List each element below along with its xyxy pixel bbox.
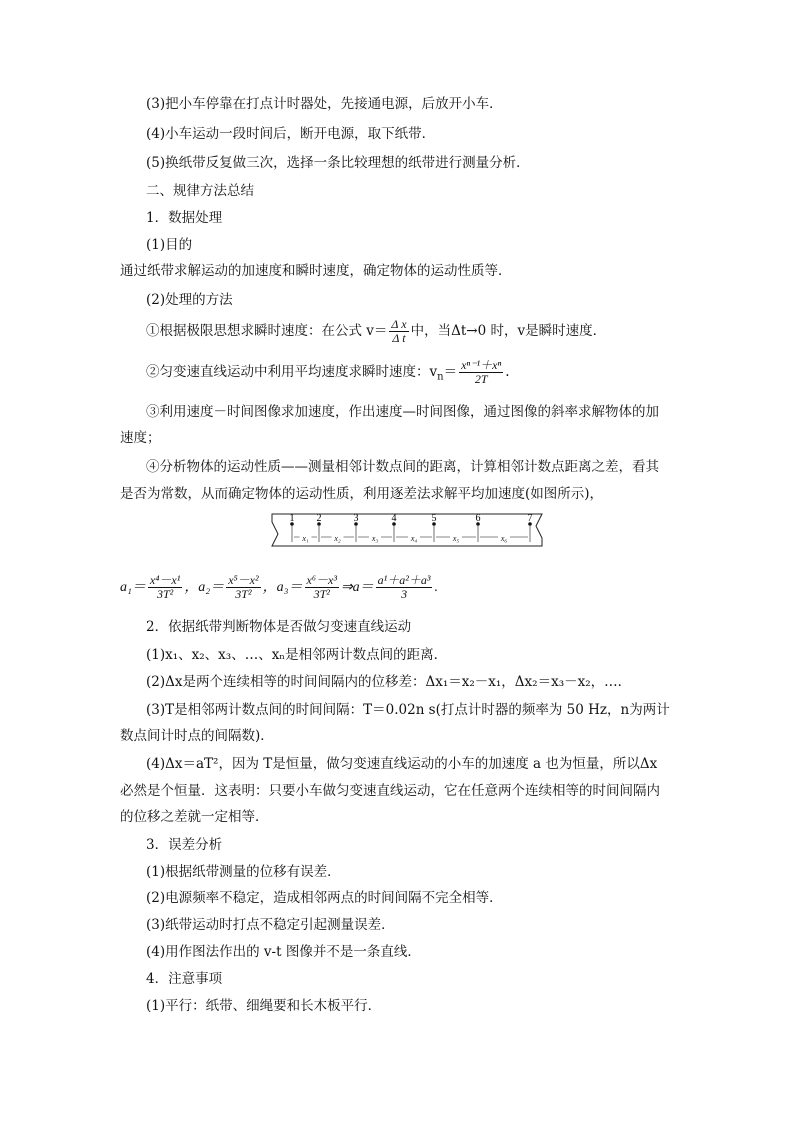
section-heading: 二、规律方法总结 bbox=[146, 183, 254, 199]
tape-point-label: 2 bbox=[316, 513, 322, 524]
tape-point-label: 4 bbox=[391, 513, 397, 524]
text-line: (3)把小车停靠在打点计时器处，先接通电源，后放开小车． bbox=[146, 96, 503, 112]
subsection-heading: 1．数据处理 bbox=[146, 210, 223, 226]
tape-segment-label: x₁ bbox=[302, 534, 309, 543]
formula-text: . bbox=[505, 364, 510, 380]
formula-text: ⇒a＝ bbox=[340, 580, 374, 595]
tape-segment-label: x₃ bbox=[371, 534, 379, 543]
subsection-heading: 4．注意事项 bbox=[146, 971, 223, 987]
fraction-numerator: x⁵－x² bbox=[228, 573, 259, 587]
text-line: (1)x₁、x₂、x₃、…、xₙ是相邻两计数点间的距离． bbox=[146, 647, 448, 663]
tape-point-label: 6 bbox=[475, 513, 481, 524]
text-line: (4)小车运动一段时间后，断开电源，取下纸带． bbox=[146, 126, 436, 142]
subscript: n bbox=[437, 371, 444, 383]
text-line: (2)电源频率不稳定，造成相邻两点的时间间隔不完全相等． bbox=[146, 890, 503, 906]
text-line: (1)目的 bbox=[146, 237, 193, 253]
paper-tape-figure bbox=[268, 512, 550, 562]
fraction-numerator: Δ x bbox=[391, 317, 407, 331]
fraction-denominator: 3T² bbox=[235, 587, 252, 601]
subsection-heading: 2．依据纸带判断物体是否做匀变速直线运动 bbox=[146, 619, 412, 635]
fraction-denominator: 3T² bbox=[156, 587, 174, 601]
text-line: ③利用速度－时间图像求加速度，作出速度—时间图像，通过图像的斜率求解物体的加 bbox=[146, 404, 659, 420]
formula-text: ＝ bbox=[443, 364, 458, 380]
tape-segment-label: x₆ bbox=[500, 534, 508, 543]
tape-point-label: 3 bbox=[353, 513, 359, 524]
fraction-numerator: x⁶－x³ bbox=[306, 573, 337, 587]
text-line: (5)换纸带反复做三次，选择一条比较理想的纸带进行测量分析． bbox=[146, 155, 530, 171]
text-line: (1)根据纸带测量的位移有误差． bbox=[146, 864, 341, 880]
tape-segment-label: x₄ bbox=[410, 534, 418, 543]
formula-text: ②匀变速直线运动中利用平均速度求瞬时速度：v bbox=[146, 364, 438, 380]
text-line: (4)Δx＝aT²，因为 T是恒量，做匀变速直线运动的小车的加速度 a 也为恒量，所以Δx bbox=[146, 756, 658, 772]
fraction-denominator: 2T bbox=[474, 372, 488, 386]
formula-line bbox=[146, 318, 606, 345]
fraction bbox=[226, 574, 260, 601]
fraction-denominator: 3 bbox=[401, 587, 408, 601]
formula-text: 中，当Δt→0 时，v是瞬时速度． bbox=[410, 323, 607, 339]
fraction-denominator: 3T² bbox=[313, 587, 330, 601]
fraction-numerator: x⁴－x¹ bbox=[149, 573, 181, 587]
tape-point-label: 5 bbox=[431, 513, 437, 524]
tape-segment-label: x₅ bbox=[452, 534, 460, 543]
text-line: 必然是个恒量．这表明：只要小车做匀变速直线运动，它在任意两个连续相等的时间间隔内 bbox=[120, 783, 660, 799]
fraction-numerator: xⁿ⁻¹＋xⁿ bbox=[461, 358, 502, 372]
fraction-denominator: Δ t bbox=[392, 331, 406, 345]
formula-line bbox=[120, 574, 438, 601]
formula-text: ，a₂＝ bbox=[184, 580, 225, 595]
fraction bbox=[389, 318, 408, 345]
fraction-numerator: a¹＋a²＋a³ bbox=[377, 573, 431, 587]
text-line: (1)平行：纸带、细绳要和长木板平行． bbox=[146, 998, 382, 1014]
tape-point-label: 7 bbox=[527, 513, 533, 524]
tape-segment-label: x₂ bbox=[334, 534, 341, 543]
fraction bbox=[305, 574, 339, 601]
text-line: (2)处理的方法 bbox=[146, 292, 233, 308]
text-line: (2)Δx是两个连续相等的时间间隔内的位移差：Δx₁＝x₂－x₁，Δx₂＝x₃－x₂，…． bbox=[146, 674, 632, 690]
text-line: (4)用作图法作出的 v-t 图像并不是一条直线． bbox=[146, 944, 421, 960]
tape-point-label: 1 bbox=[289, 513, 295, 524]
text-line: (3)T是相邻两计数点间的时间间隔：T＝0.02n s(打点计时器的频率为 50 Hz，n为两计 bbox=[146, 702, 670, 718]
text-line: 速度； bbox=[120, 430, 161, 446]
formula-text: . bbox=[434, 580, 438, 595]
subsection-heading: 3．误差分析 bbox=[146, 837, 223, 853]
text-line: 通过纸带求解运动的加速度和瞬时速度，确定物体的运动性质等． bbox=[120, 263, 512, 279]
text-line: ④分析物体的运动性质——测量相邻计数点间的距离，计算相邻计数点距离之差，看其 bbox=[146, 459, 659, 475]
fraction bbox=[376, 574, 433, 601]
formula-text: ，a₃＝ bbox=[262, 580, 303, 595]
formula-text: a₁＝ bbox=[120, 580, 146, 595]
text-line: 的位移之差就一定相等． bbox=[120, 809, 269, 825]
text-line: 数点间计时点的间隔数)． bbox=[120, 728, 274, 744]
fraction bbox=[148, 574, 182, 601]
text-line: (3)纸带运动时打点不稳定引起测量误差． bbox=[146, 917, 395, 933]
fraction bbox=[459, 359, 503, 386]
formula-line bbox=[146, 359, 510, 387]
formula-text: ①根据极限思想求瞬时速度：在公式 v＝ bbox=[146, 323, 388, 339]
text-line: 是否为常数，从而确定物体的运动性质，利用逐差法求解平均加速度(如图所示)， bbox=[120, 486, 604, 502]
